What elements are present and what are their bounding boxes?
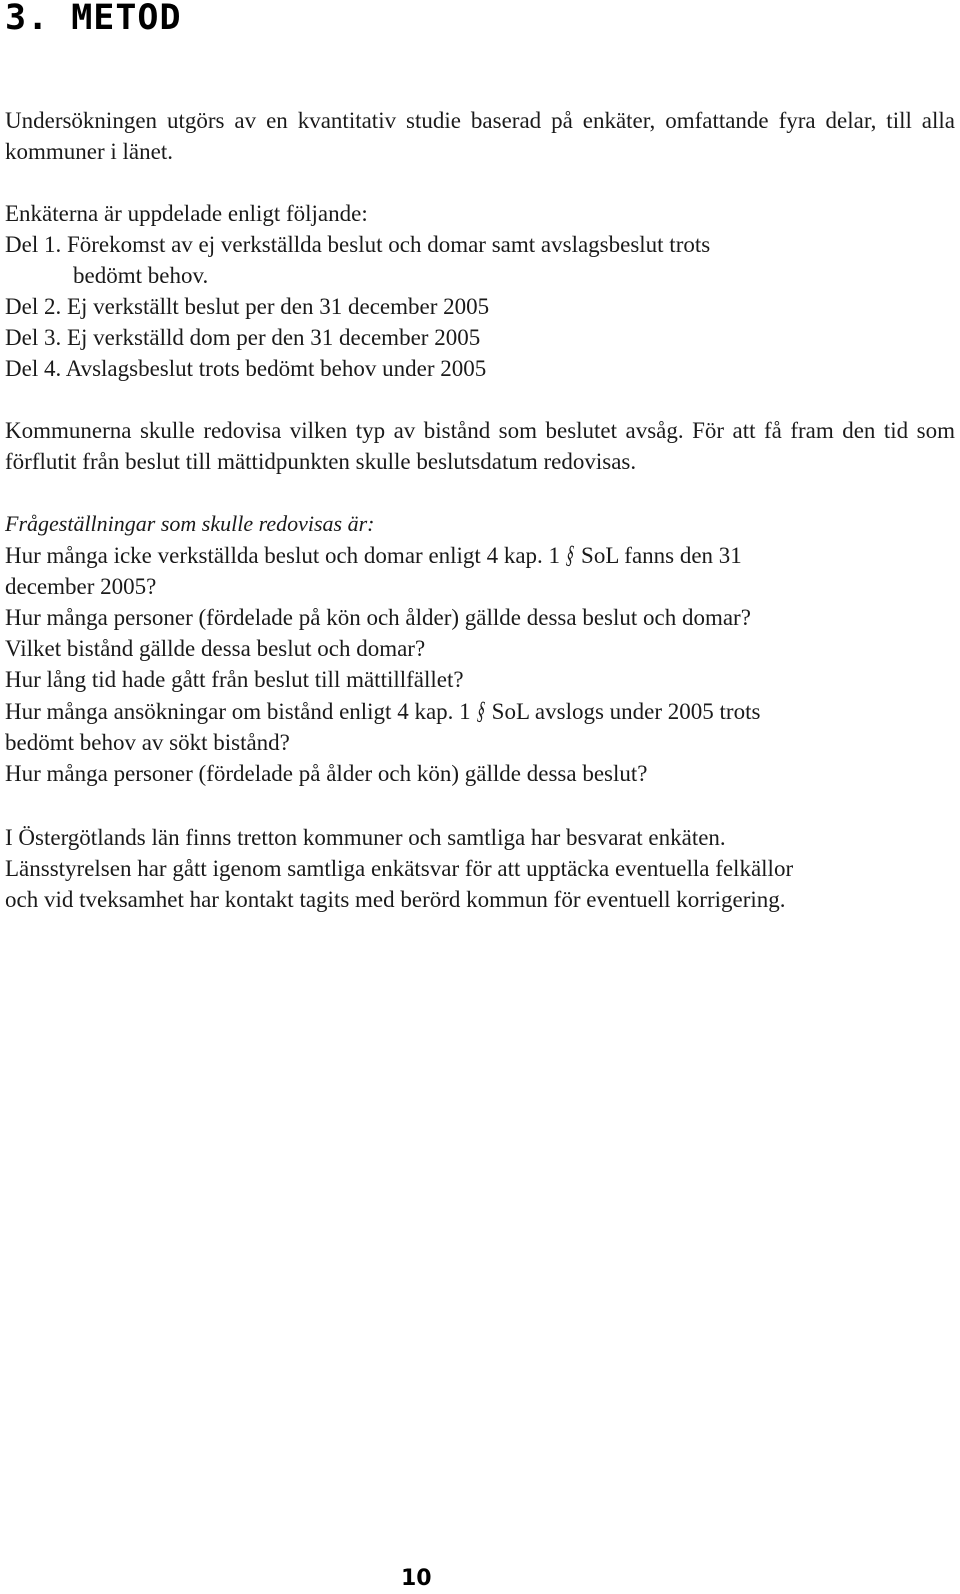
question-5-text-b: SoL avslogs under 2005 trots xyxy=(491,699,761,724)
conclusion-paragraph xyxy=(5,822,955,915)
question-1 xyxy=(5,539,955,571)
section-sign-icon: § xyxy=(564,539,578,570)
part-3: Del 3. Ej verkställd dom per den 31 december 2005 xyxy=(5,325,481,350)
intro-paragraph: Undersökningen utgörs av en kvantitativ studie baserad på enkäter, omfattande fyra delar, till alla kommuner i länet. xyxy=(5,108,955,164)
question-1-text-a: Hur många icke verkställda beslut och domar enligt 4 kap. 1 xyxy=(5,543,561,568)
questions-list xyxy=(5,508,955,789)
question-6: Hur många personer (fördelade på ålder och kön) gällde dessa beslut? xyxy=(5,761,648,786)
question-1-text-b: SoL fanns den 31 xyxy=(581,543,742,568)
part-4: Del 4. Avslagsbeslut trots bedömt behov under 2005 xyxy=(5,356,487,381)
parts-intro: Enkäterna är uppdelade enligt följande: xyxy=(5,201,368,226)
section-sign-icon: § xyxy=(474,695,488,726)
page-number: 10 xyxy=(401,1566,432,1591)
question-2: Hur många personer (fördelade på kön och ålder) gällde dessa beslut och domar? xyxy=(5,605,751,630)
question-5-continued: bedömt behov av sökt bistånd? xyxy=(5,730,290,755)
question-4: Hur lång tid hade gått från beslut till mättillfället? xyxy=(5,667,464,692)
conclusion-line-3: och vid tveksamhet har kontakt tagits med berörd kommun för eventuell korrigering. xyxy=(5,887,786,912)
part-2: Del 2. Ej verkställt beslut per den 31 december 2005 xyxy=(5,294,490,319)
question-5-text-a: Hur många ansökningar om bistånd enligt 4 kap. 1 xyxy=(5,699,471,724)
section-heading: 3. METOD xyxy=(5,0,182,38)
question-1-continued: december 2005? xyxy=(5,574,157,599)
question-5 xyxy=(5,695,955,727)
part-1-line-2: bedömt behov. xyxy=(73,263,209,288)
questions-intro: Frågeställningar som skulle redovisas är: xyxy=(5,511,375,536)
parts-list xyxy=(5,198,955,384)
question-3: Vilket bistånd gällde dessa beslut och domar? xyxy=(5,636,426,661)
part-1-line-1: Del 1. Förekomst av ej verkställda beslut och domar samt avslagsbeslut trots xyxy=(5,232,711,257)
conclusion-line-2: Länsstyrelsen har gått igenom samtliga enkätsvar för att upptäcka eventuella felkällor xyxy=(5,856,794,881)
reporting-paragraph: Kommunerna skulle redovisa vilken typ av bistånd som beslutet avsåg. För att få fram den tid som förflutit från beslut till mättidpunkten skulle beslutsdatum redovisas. xyxy=(5,418,955,474)
conclusion-line-1: I Östergötlands län finns tretton kommuner och samtliga har besvarat enkäten. xyxy=(5,825,726,850)
